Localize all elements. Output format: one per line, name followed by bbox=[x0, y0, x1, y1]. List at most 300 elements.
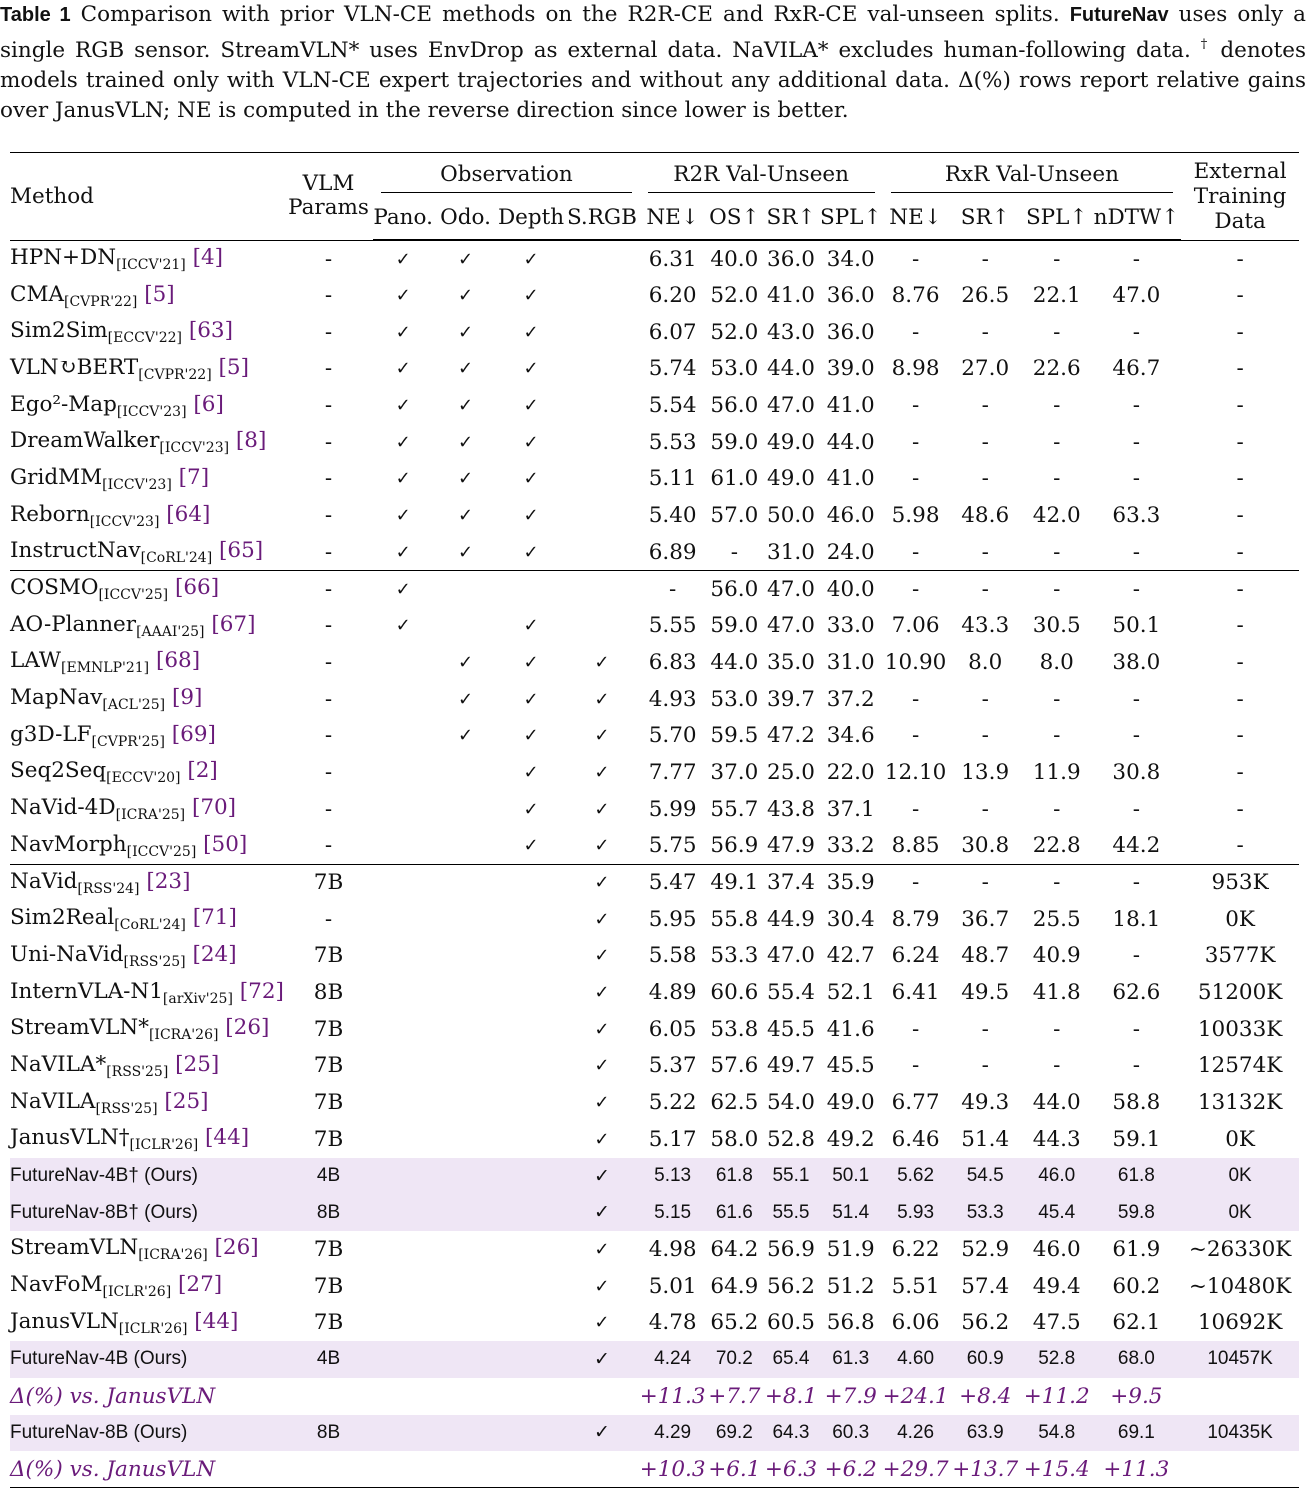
citation-link[interactable]: [5] bbox=[218, 354, 249, 380]
delta-row bbox=[10, 1451, 1299, 1488]
citation-link[interactable]: [44] bbox=[205, 1125, 250, 1151]
citation-link[interactable]: [66] bbox=[174, 575, 220, 601]
rxr-value: 8.76 bbox=[891, 283, 940, 309]
observation-check bbox=[564, 241, 640, 278]
method-venue: [AAAI'25] bbox=[136, 623, 205, 640]
table-row bbox=[10, 314, 1299, 351]
method-cell bbox=[10, 1304, 284, 1341]
rxr-value: 30.5 bbox=[1032, 613, 1081, 639]
observation-check: ✓ bbox=[523, 248, 539, 270]
observation-check: ✓ bbox=[457, 725, 474, 747]
rxr-value: - bbox=[1132, 943, 1140, 969]
r2r-value: 61.3 bbox=[819, 1341, 883, 1378]
method-venue: [EMNLP'21] bbox=[61, 660, 150, 677]
method-cell bbox=[10, 571, 284, 608]
r2r-value: - bbox=[730, 539, 738, 565]
external-data-cell: - bbox=[1236, 723, 1244, 749]
rxr-value: 60.9 bbox=[949, 1341, 1022, 1378]
rxr-value: 61.8 bbox=[1092, 1158, 1182, 1195]
r2r-value: 5.22 bbox=[648, 1090, 697, 1116]
observation-check bbox=[498, 1011, 564, 1048]
rxr-value: - bbox=[1053, 1053, 1061, 1079]
r2r-value: 5.15 bbox=[640, 1194, 706, 1231]
r2r-value: 5.99 bbox=[648, 796, 697, 822]
vlm-params-cell: - bbox=[324, 686, 333, 712]
observation-check bbox=[373, 1231, 433, 1268]
observation-check bbox=[564, 497, 640, 534]
observation-check bbox=[373, 1121, 433, 1158]
observation-check: ✓ bbox=[564, 1415, 640, 1452]
header-vlm-params: VLM Params bbox=[284, 153, 373, 240]
header-obs-pano: Pano. bbox=[373, 195, 433, 240]
r2r-value: 6.31 bbox=[648, 246, 697, 272]
observation-check: ✓ bbox=[395, 615, 411, 637]
citation-link[interactable]: [25] bbox=[164, 1088, 209, 1114]
table-row bbox=[10, 571, 1299, 608]
rxr-value: 4.26 bbox=[883, 1415, 949, 1452]
r2r-value: 61.8 bbox=[706, 1158, 764, 1195]
header-rxr-spl: SPL↑ bbox=[1022, 195, 1092, 240]
rxr-value: 12.10 bbox=[884, 759, 947, 785]
method-name: FutureNav-8B (Ours) bbox=[10, 1421, 188, 1443]
rxr-value: - bbox=[911, 796, 920, 822]
method-name: NavFoM bbox=[10, 1272, 103, 1298]
table-body bbox=[10, 241, 1299, 1488]
rxr-value: - bbox=[1053, 466, 1061, 492]
r2r-value: 4.98 bbox=[648, 1236, 697, 1262]
table-row bbox=[10, 1304, 1299, 1341]
table-row bbox=[10, 277, 1299, 314]
observation-check: ✓ bbox=[594, 1018, 610, 1040]
observation-check: ✓ bbox=[395, 431, 411, 453]
r2r-value: 53.0 bbox=[710, 686, 759, 712]
method-cell bbox=[10, 681, 284, 718]
highlight-row bbox=[10, 1194, 1299, 1231]
citation-link[interactable]: [23] bbox=[146, 868, 191, 894]
r2r-value: 41.0 bbox=[767, 283, 815, 309]
vlm-params-cell: - bbox=[324, 503, 333, 529]
rxr-value: 5.98 bbox=[891, 503, 940, 529]
observation-check bbox=[564, 1378, 640, 1415]
rxr-value: - bbox=[1053, 246, 1061, 272]
table-row bbox=[10, 1121, 1299, 1158]
citation-link[interactable]: [5] bbox=[144, 281, 175, 307]
rxr-value: - bbox=[981, 319, 989, 345]
observation-check bbox=[433, 607, 498, 644]
observation-check bbox=[498, 1084, 564, 1121]
rxr-value: 8.0 bbox=[968, 649, 1003, 675]
r2r-value: 5.95 bbox=[648, 906, 697, 932]
rxr-value: 63.3 bbox=[1112, 503, 1161, 529]
r2r-value: 52.0 bbox=[710, 283, 759, 309]
observation-check bbox=[373, 644, 433, 681]
observation-check bbox=[498, 864, 564, 901]
citation-link[interactable]: [50] bbox=[203, 831, 248, 857]
rxr-value: - bbox=[1132, 539, 1140, 565]
rxr-value: - bbox=[1053, 686, 1061, 712]
table-row bbox=[10, 754, 1299, 791]
method-name: HPN+DN bbox=[10, 245, 117, 271]
citation-link[interactable]: [26] bbox=[214, 1235, 259, 1261]
r2r-value: 45.5 bbox=[826, 1053, 875, 1079]
observation-check bbox=[433, 974, 498, 1011]
table-row bbox=[10, 387, 1299, 424]
method-name: FutureNav-8B† (Ours) bbox=[10, 1201, 198, 1223]
r2r-value: 51.9 bbox=[826, 1236, 875, 1262]
r2r-value: 61.0 bbox=[710, 466, 759, 492]
rxr-value: - bbox=[981, 393, 989, 419]
r2r-value: 41.6 bbox=[826, 1016, 875, 1042]
method-name: NaVid bbox=[10, 868, 78, 894]
r2r-value: +10.3 bbox=[640, 1451, 706, 1488]
table-row bbox=[10, 1048, 1299, 1085]
r2r-value: 55.1 bbox=[763, 1158, 819, 1195]
rxr-value: 6.46 bbox=[891, 1126, 940, 1152]
method-cell bbox=[10, 607, 284, 644]
header-method: Method bbox=[10, 153, 284, 240]
rxr-value: 22.8 bbox=[1032, 833, 1081, 859]
method-cell bbox=[10, 277, 284, 314]
r2r-value: 52.0 bbox=[710, 319, 759, 345]
method-name: NaVILA bbox=[10, 1088, 96, 1114]
table-caption bbox=[0, 0, 1306, 126]
r2r-value: 43.0 bbox=[767, 319, 815, 345]
citation-link[interactable]: [65] bbox=[219, 538, 264, 564]
r2r-value: 6.89 bbox=[648, 539, 697, 565]
observation-check: ✓ bbox=[457, 358, 474, 380]
r2r-value: 35.9 bbox=[819, 864, 883, 901]
rxr-value: 30.8 bbox=[1112, 759, 1161, 785]
citation-link[interactable]: [8] bbox=[235, 428, 267, 454]
rxr-value: 47.0 bbox=[1112, 283, 1161, 309]
vlm-params-cell: 7B bbox=[313, 1273, 344, 1299]
rxr-value: - bbox=[911, 539, 920, 565]
rxr-value: 61.9 bbox=[1112, 1236, 1161, 1262]
r2r-value: 6.07 bbox=[648, 319, 697, 345]
observation-check bbox=[498, 1378, 564, 1415]
rxr-value: 54.8 bbox=[1022, 1415, 1092, 1452]
rxr-value: 22.6 bbox=[1032, 356, 1081, 382]
method-name: NaVILA* bbox=[10, 1051, 107, 1077]
rxr-value: - bbox=[1053, 393, 1061, 419]
method-venue: [ICCV'25] bbox=[98, 587, 169, 604]
method-venue: [ECCV'20] bbox=[106, 770, 181, 787]
citation-link[interactable]: [6] bbox=[193, 391, 224, 417]
external-data-cell: 10435K bbox=[1181, 1415, 1299, 1452]
rxr-value: 48.7 bbox=[961, 943, 1010, 969]
rxr-value: 6.77 bbox=[891, 1090, 940, 1116]
observation-check bbox=[373, 1158, 433, 1195]
observation-check: ✓ bbox=[594, 761, 610, 783]
citation-link[interactable]: [44] bbox=[194, 1308, 239, 1334]
citation-link[interactable]: [7] bbox=[178, 464, 210, 490]
rxr-value: - bbox=[911, 319, 920, 345]
method-name: NavMorph bbox=[10, 831, 127, 857]
method-venue: [ICLR'26] bbox=[129, 1137, 199, 1154]
r2r-value: 4.89 bbox=[648, 980, 697, 1006]
r2r-value: 52.1 bbox=[826, 980, 875, 1006]
observation-check bbox=[373, 1304, 433, 1341]
observation-check: ✓ bbox=[564, 1341, 640, 1378]
observation-check: ✓ bbox=[594, 798, 610, 820]
citation-link[interactable]: [63] bbox=[188, 318, 233, 344]
table-row bbox=[10, 644, 1299, 681]
rxr-value: 8.0 bbox=[1039, 649, 1074, 675]
external-data-cell: - bbox=[1236, 796, 1244, 822]
vlm-params-cell: - bbox=[324, 723, 333, 749]
citation-link[interactable]: [71] bbox=[192, 905, 237, 931]
caption-label: Table 1 bbox=[0, 4, 71, 26]
observation-check bbox=[373, 828, 433, 865]
external-data-cell: 3577K bbox=[1204, 943, 1276, 969]
observation-check bbox=[373, 1084, 433, 1121]
r2r-value: 51.2 bbox=[826, 1273, 875, 1299]
vlm-params-cell: 7B bbox=[313, 1236, 344, 1262]
method-cell bbox=[10, 1378, 284, 1415]
r2r-value: 55.5 bbox=[763, 1194, 819, 1231]
table-row bbox=[10, 864, 1299, 901]
rxr-value: 42.0 bbox=[1032, 503, 1081, 529]
observation-check bbox=[564, 607, 640, 644]
external-data-cell: 0K bbox=[1225, 1126, 1255, 1152]
r2r-value: 44.0 bbox=[710, 649, 759, 675]
observation-check bbox=[433, 791, 498, 828]
rxr-value: 22.1 bbox=[1032, 283, 1081, 309]
observation-check: ✓ bbox=[523, 395, 539, 417]
external-data-cell: - bbox=[1236, 649, 1244, 675]
method-venue: [CVPR'22] bbox=[64, 293, 138, 310]
citation-link[interactable]: [2] bbox=[187, 758, 218, 784]
rxr-value: 26.5 bbox=[961, 283, 1010, 309]
table-row bbox=[10, 974, 1299, 1011]
vlm-params-cell: - bbox=[284, 571, 373, 608]
vlm-params-cell: - bbox=[324, 466, 333, 492]
vlm-params-cell: 7B bbox=[313, 1310, 344, 1336]
r2r-value: 37.0 bbox=[710, 759, 759, 785]
rxr-value: - bbox=[911, 466, 920, 492]
rxr-value: - bbox=[1132, 466, 1140, 492]
citation-link[interactable]: [72] bbox=[239, 978, 284, 1004]
rxr-value: 46.0 bbox=[1032, 1236, 1081, 1262]
observation-check bbox=[433, 1084, 498, 1121]
observation-check bbox=[373, 901, 433, 938]
rxr-value: - bbox=[911, 1016, 920, 1042]
r2r-value: 52.8 bbox=[767, 1126, 815, 1152]
r2r-value: 55.8 bbox=[710, 906, 759, 932]
method-name: GridMM bbox=[10, 464, 103, 490]
observation-check: ✓ bbox=[457, 505, 474, 527]
method-venue: [ICRA'25] bbox=[115, 807, 186, 824]
method-cell bbox=[10, 717, 284, 754]
citation-link[interactable]: [64] bbox=[166, 501, 211, 527]
observation-check bbox=[373, 1451, 433, 1488]
method-cell bbox=[10, 1048, 284, 1085]
caption-text-b: uses only a single RGB sensor. StreamVLN* uses EnvDrop as external data. NaVILA* excludes human-following data. bbox=[0, 2, 1306, 63]
external-data-cell: - bbox=[1236, 759, 1244, 785]
r2r-value: 5.74 bbox=[648, 356, 697, 382]
header-r2r-ne: NE↓ bbox=[640, 195, 706, 240]
header-rxr-sr: SR↑ bbox=[949, 195, 1022, 240]
observation-check: ✓ bbox=[395, 285, 411, 307]
table-row bbox=[10, 497, 1299, 534]
observation-check: ✓ bbox=[395, 248, 411, 270]
rxr-value: - bbox=[1132, 723, 1140, 749]
observation-check: ✓ bbox=[523, 358, 539, 380]
method-venue: [ICCV'23] bbox=[116, 403, 187, 420]
r2r-value: 44.0 bbox=[767, 356, 815, 382]
rxr-value: 57.4 bbox=[961, 1273, 1010, 1299]
header-external-data: External Training Data bbox=[1181, 153, 1299, 240]
r2r-value: 56.8 bbox=[826, 1310, 875, 1336]
observation-check: ✓ bbox=[457, 248, 474, 270]
observation-check bbox=[373, 1268, 433, 1305]
citation-link[interactable]: [68] bbox=[155, 648, 201, 674]
citation-link[interactable]: [9] bbox=[171, 685, 203, 711]
external-data-cell: ~10480K bbox=[1188, 1273, 1292, 1299]
external-data-cell: - bbox=[1236, 429, 1244, 455]
r2r-value: 47.0 bbox=[767, 943, 815, 969]
external-data-cell: 0K bbox=[1181, 1194, 1299, 1231]
observation-check bbox=[433, 1194, 498, 1231]
vlm-params-cell bbox=[284, 1378, 373, 1415]
table-row bbox=[10, 791, 1299, 828]
rxr-value: - bbox=[1053, 796, 1061, 822]
rxr-value: - bbox=[981, 1053, 989, 1079]
external-data-cell: - bbox=[1236, 686, 1244, 712]
rxr-value: 40.9 bbox=[1032, 943, 1081, 969]
r2r-value: 37.1 bbox=[826, 796, 875, 822]
table-row bbox=[10, 424, 1299, 461]
rxr-value: 69.1 bbox=[1092, 1415, 1182, 1452]
citation-link[interactable]: [27] bbox=[178, 1272, 223, 1298]
method-name: VLN↻BERT bbox=[10, 354, 139, 380]
header-rxr: RxR Val-Unseen bbox=[883, 153, 1182, 196]
method-venue: [ECCV'22] bbox=[107, 330, 183, 347]
citation-link[interactable]: [25] bbox=[175, 1051, 220, 1077]
observation-check bbox=[373, 717, 433, 754]
rxr-value: - bbox=[1132, 393, 1140, 419]
observation-check bbox=[373, 1341, 433, 1378]
header-obs-odo: Odo. bbox=[433, 195, 498, 240]
observation-check bbox=[564, 461, 640, 498]
rxr-value: 49.4 bbox=[1032, 1273, 1081, 1299]
rxr-value: - bbox=[981, 429, 989, 455]
rxr-value: 7.06 bbox=[891, 613, 940, 639]
r2r-value: 49.2 bbox=[826, 1126, 875, 1152]
method-cell bbox=[10, 1194, 284, 1231]
rxr-value: - bbox=[981, 246, 989, 272]
r2r-value: 60.6 bbox=[710, 980, 759, 1006]
rxr-value: 53.3 bbox=[949, 1194, 1022, 1231]
citation-link[interactable]: [67] bbox=[211, 611, 256, 637]
rxr-value: 36.7 bbox=[961, 906, 1010, 932]
rxr-value: - bbox=[1132, 1053, 1140, 1079]
r2r-value: 56.0 bbox=[710, 393, 759, 419]
citation-link[interactable]: [4] bbox=[192, 245, 224, 271]
method-cell bbox=[10, 534, 284, 571]
observation-check bbox=[433, 1011, 498, 1048]
external-data-cell: ~26330K bbox=[1188, 1236, 1292, 1262]
citation-link[interactable]: [69] bbox=[171, 721, 216, 747]
r2r-value: 47.2 bbox=[767, 723, 815, 749]
method-cell bbox=[10, 828, 284, 865]
external-data-cell: - bbox=[1236, 283, 1244, 309]
method-venue: [CVPR'22] bbox=[138, 366, 212, 383]
r2r-value: 59.5 bbox=[710, 723, 759, 749]
r2r-value: 53.3 bbox=[710, 943, 759, 969]
vlm-params-cell: - bbox=[324, 759, 333, 785]
external-data-cell: - bbox=[1236, 393, 1244, 419]
r2r-value: 25.0 bbox=[767, 759, 815, 785]
rxr-value: 13.9 bbox=[961, 759, 1010, 785]
header-rxr-ndtw: nDTW↑ bbox=[1092, 195, 1182, 240]
rxr-value: +9.5 bbox=[1110, 1383, 1163, 1409]
r2r-value: 41.0 bbox=[826, 393, 875, 419]
r2r-value: 4.24 bbox=[640, 1341, 706, 1378]
r2r-value: 44.9 bbox=[767, 906, 815, 932]
method-name: FutureNav-4B† (Ours) bbox=[10, 1165, 198, 1187]
method-cell bbox=[10, 1231, 284, 1268]
r2r-value: 30.4 bbox=[826, 906, 875, 932]
r2r-value: 58.0 bbox=[710, 1126, 759, 1152]
rxr-value: 49.3 bbox=[961, 1090, 1010, 1116]
observation-check bbox=[433, 828, 498, 865]
observation-check: ✓ bbox=[523, 505, 539, 527]
citation-link[interactable]: [26] bbox=[225, 1015, 270, 1041]
r2r-value: 49.0 bbox=[767, 429, 815, 455]
r2r-value: 55.4 bbox=[767, 980, 815, 1006]
method-cell bbox=[10, 1011, 284, 1048]
citation-link[interactable]: [24] bbox=[192, 941, 237, 967]
method-cell bbox=[10, 1341, 284, 1378]
citation-link[interactable]: [70] bbox=[191, 795, 237, 821]
method-name: JanusVLN† bbox=[10, 1125, 130, 1151]
rxr-value: 6.06 bbox=[891, 1310, 940, 1336]
observation-check: ✓ bbox=[457, 651, 474, 673]
observation-check: ✓ bbox=[523, 615, 539, 637]
r2r-value: 40.0 bbox=[710, 246, 759, 272]
r2r-value: +6.3 bbox=[763, 1451, 819, 1488]
observation-check bbox=[498, 1341, 564, 1378]
observation-check bbox=[433, 1268, 498, 1305]
method-cell bbox=[10, 1268, 284, 1305]
rxr-value: - bbox=[1092, 571, 1182, 608]
r2r-value: 45.5 bbox=[767, 1016, 815, 1042]
rxr-value: - bbox=[1053, 539, 1061, 565]
rxr-value: 58.8 bbox=[1112, 1090, 1161, 1116]
r2r-value: 50.0 bbox=[767, 503, 815, 529]
observation-check: ✓ bbox=[594, 982, 610, 1004]
header-r2r-spl: SPL↑ bbox=[819, 195, 883, 240]
table-row bbox=[10, 1231, 1299, 1268]
vlm-params-cell: - bbox=[324, 833, 333, 859]
method-venue: [RSS'25] bbox=[95, 1100, 158, 1117]
r2r-value: 37.2 bbox=[826, 686, 875, 712]
r2r-value: 49.1 bbox=[706, 864, 764, 901]
rxr-value: 50.1 bbox=[1112, 613, 1161, 639]
header-r2r-sr: SR↑ bbox=[763, 195, 819, 240]
rxr-value: 6.22 bbox=[891, 1236, 940, 1262]
r2r-value: 31.0 bbox=[767, 539, 815, 565]
r2r-value: 69.2 bbox=[706, 1415, 764, 1452]
method-name: LAW bbox=[10, 648, 62, 674]
method-venue: [ICCV'23] bbox=[159, 440, 230, 457]
observation-check bbox=[498, 901, 564, 938]
observation-check: ✓ bbox=[564, 864, 640, 901]
observation-check bbox=[498, 1231, 564, 1268]
observation-check bbox=[498, 1048, 564, 1085]
comparison-table bbox=[10, 152, 1299, 1488]
